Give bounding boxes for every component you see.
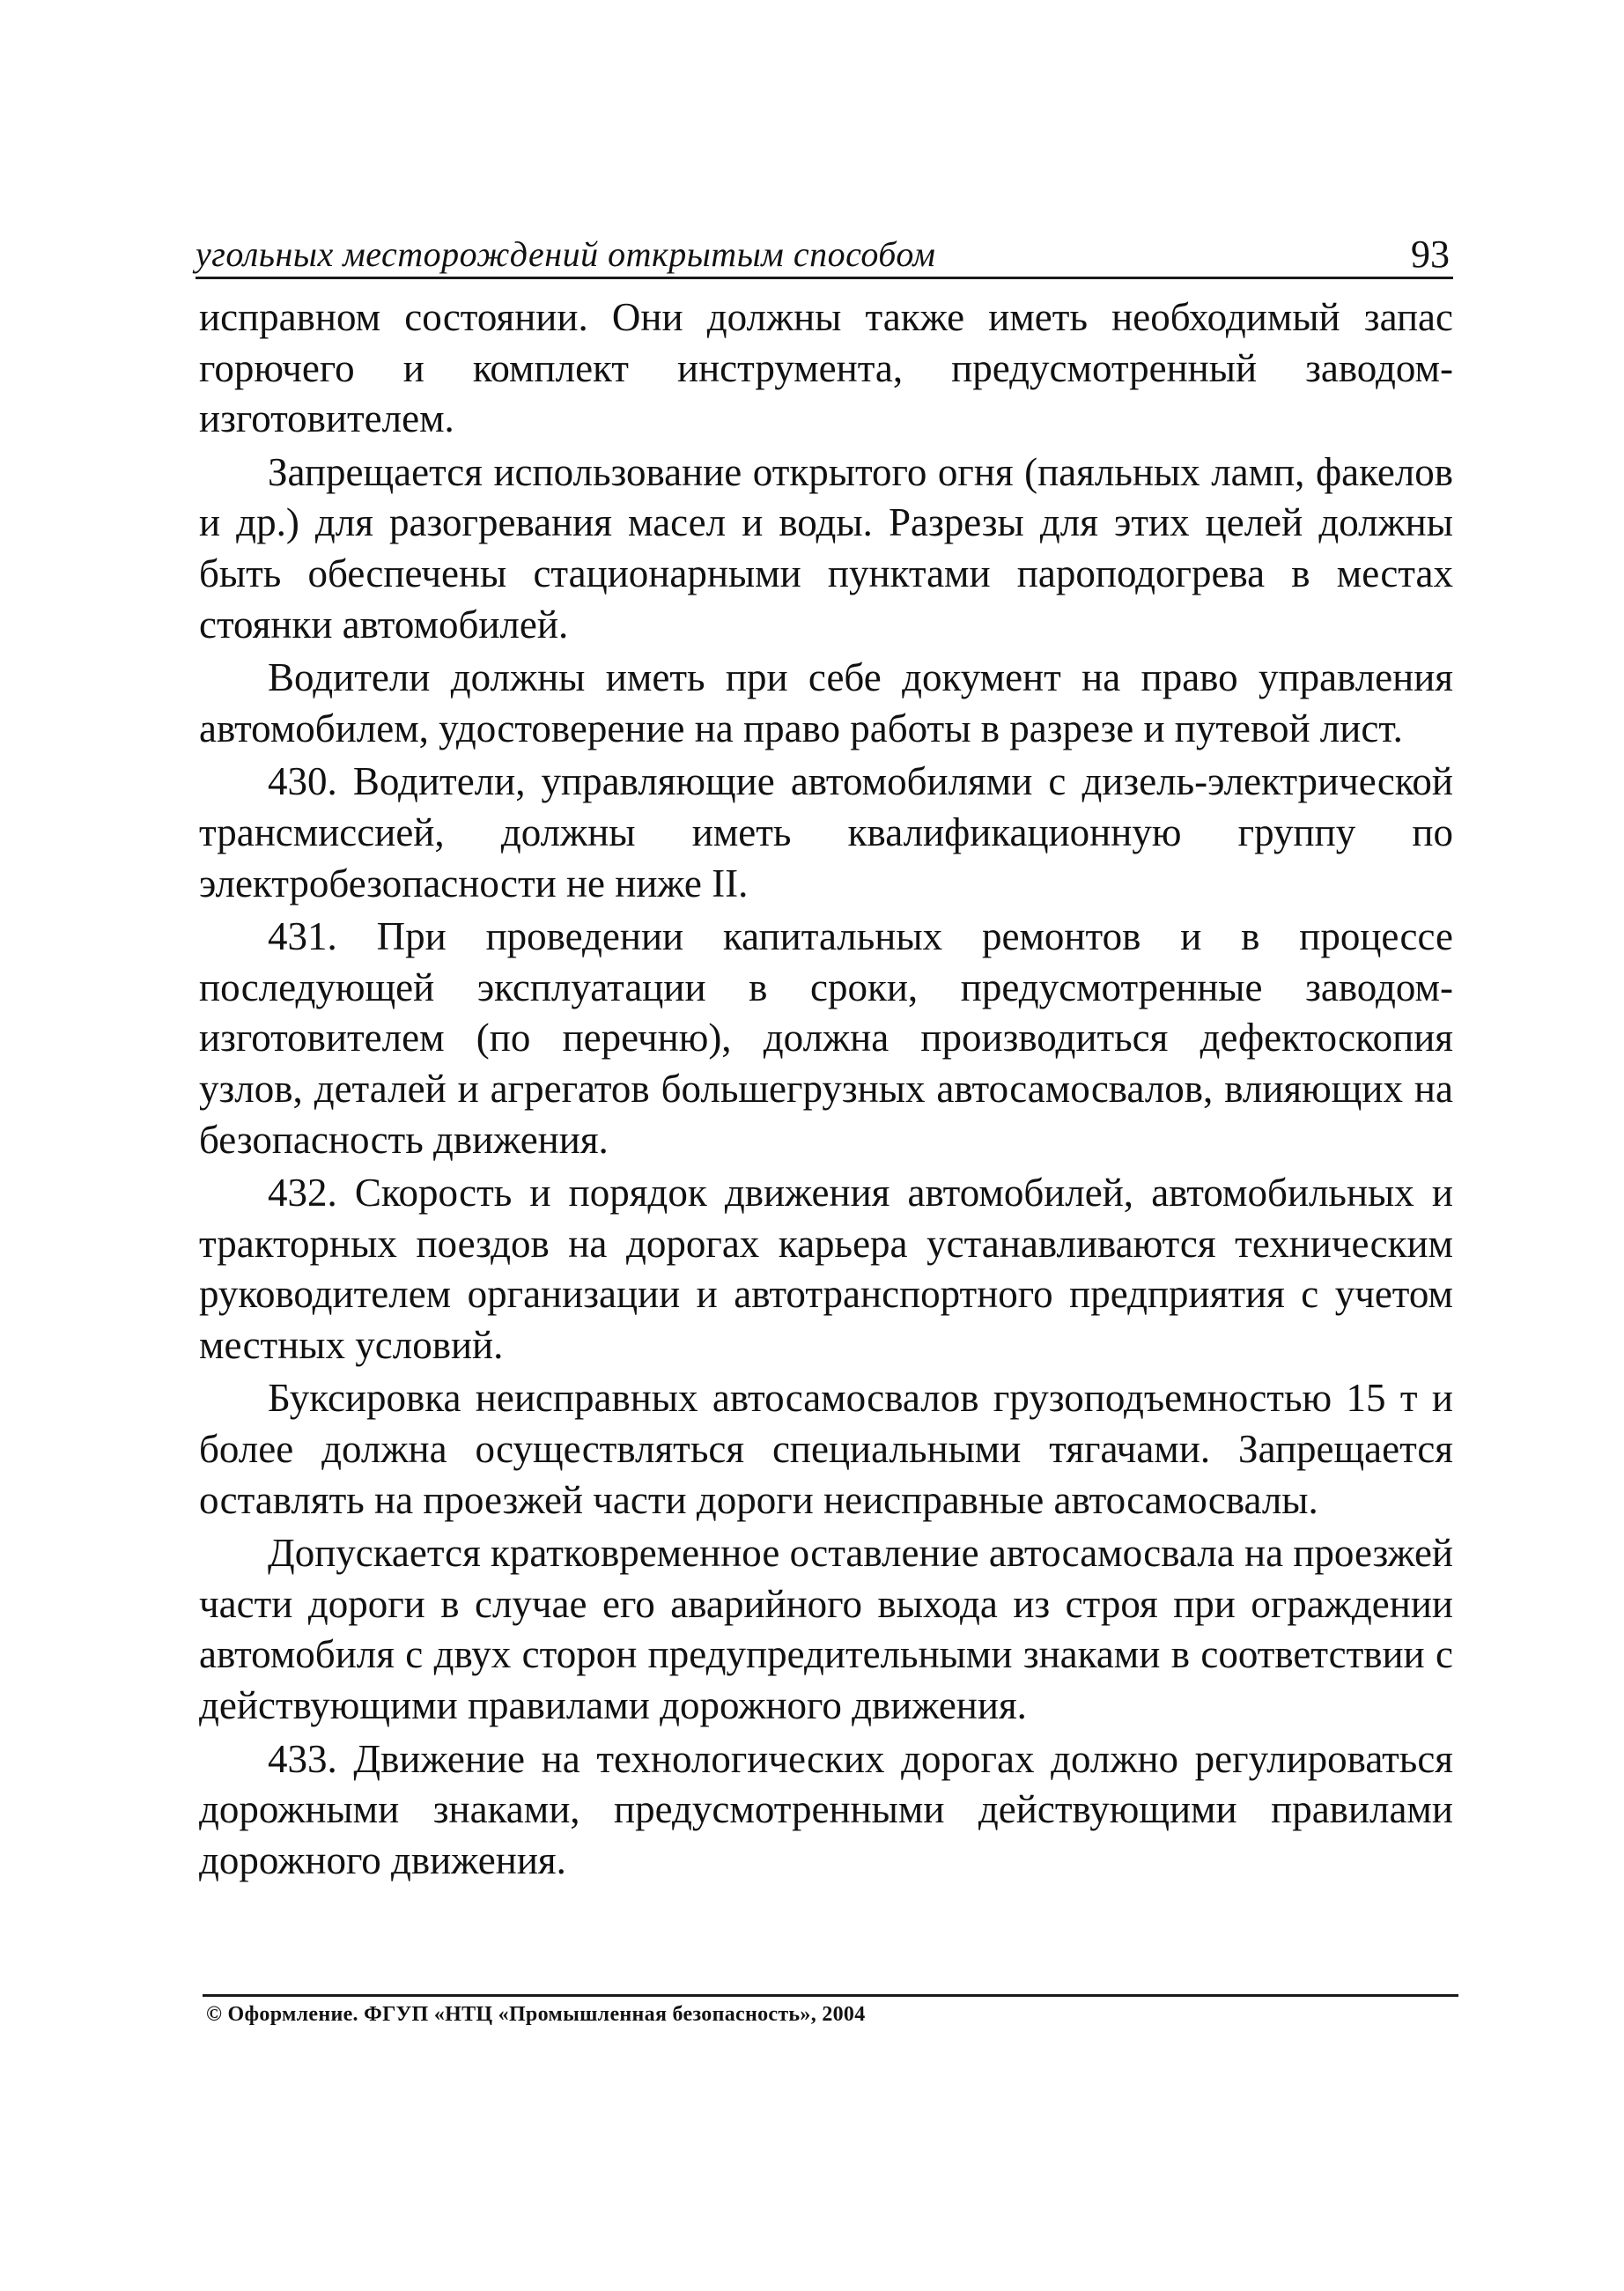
paragraph-433: 433. Движение на технологических дорогах должно регулироваться дорожными знаками, предусмотренными действующими правилами дорожного движения.	[199, 1736, 1453, 1882]
paragraph-432: 432. Скорость и порядок движения автомобилей, автомобильных и тракторных поездов на дорогах карьера устанавливаются техническим руководителем организации и автотранспортного предприятия с учетом местных условий.	[199, 1171, 1453, 1367]
paragraph-driver-documents: Водители должны иметь при себе документ на право управления автомобилем, удостоверение на право работы в разрезе и путевой лист.	[199, 655, 1453, 750]
body-text	[199, 292, 1453, 1888]
paragraph-430: 430. Водители, управляющие автомобилями с дизель-электрической трансмиссией, должны иметь квалификационную группу по электробезопасности не ниже II.	[199, 759, 1453, 905]
paragraph-towing: Буксировка неисправных автосамосвалов грузоподъемностью 15 т и более должна осуществляться специальными тягачами. Запрещается оставлять на проезжей части дороги неисправные автосамосвалы.	[199, 1376, 1453, 1522]
footer-divider	[203, 1994, 1458, 1997]
running-header	[196, 227, 1453, 279]
paragraph-temporary-stop: Допускается кратковременное оставление автосамосвала на проезжей части дороги в случае его аварийного выхода из строя при ограждении автомобиля с двух сторон предупредительными знаками в соответствии с действующими правилами дорожного движения.	[199, 1531, 1453, 1728]
footer-copyright: © Оформление. ФГУП «НТЦ «Промышленная безопасность», 2004	[206, 2003, 866, 2026]
running-title: угольных месторождений открытым способом	[196, 234, 936, 274]
page-number: 93	[1411, 233, 1450, 276]
paragraph-431: 431. При проведении капитальных ремонтов и в процессе последующей эксплуатации в сроки, предусмотренные заводом-изготовителем (по перечню), должна производиться дефектоскопия узлов, деталей и агрегатов большегрузных автосамосвалов, влияющих на безопасность движения.	[199, 914, 1453, 1162]
paragraph-continuation: исправном состоянии. Они должны также иметь необходимый запас горючего и комплект инструмента, предусмотренный заводом-изготовителем.	[199, 295, 1453, 441]
paragraph-open-fire: Запрещается использование открытого огня (паяльных ламп, факелов и др.) для разогревания масел и воды. Разрезы для этих целей должны быть обеспечены стационарными пунктами пароподогрева в местах стоянки автомобилей.	[199, 449, 1453, 647]
